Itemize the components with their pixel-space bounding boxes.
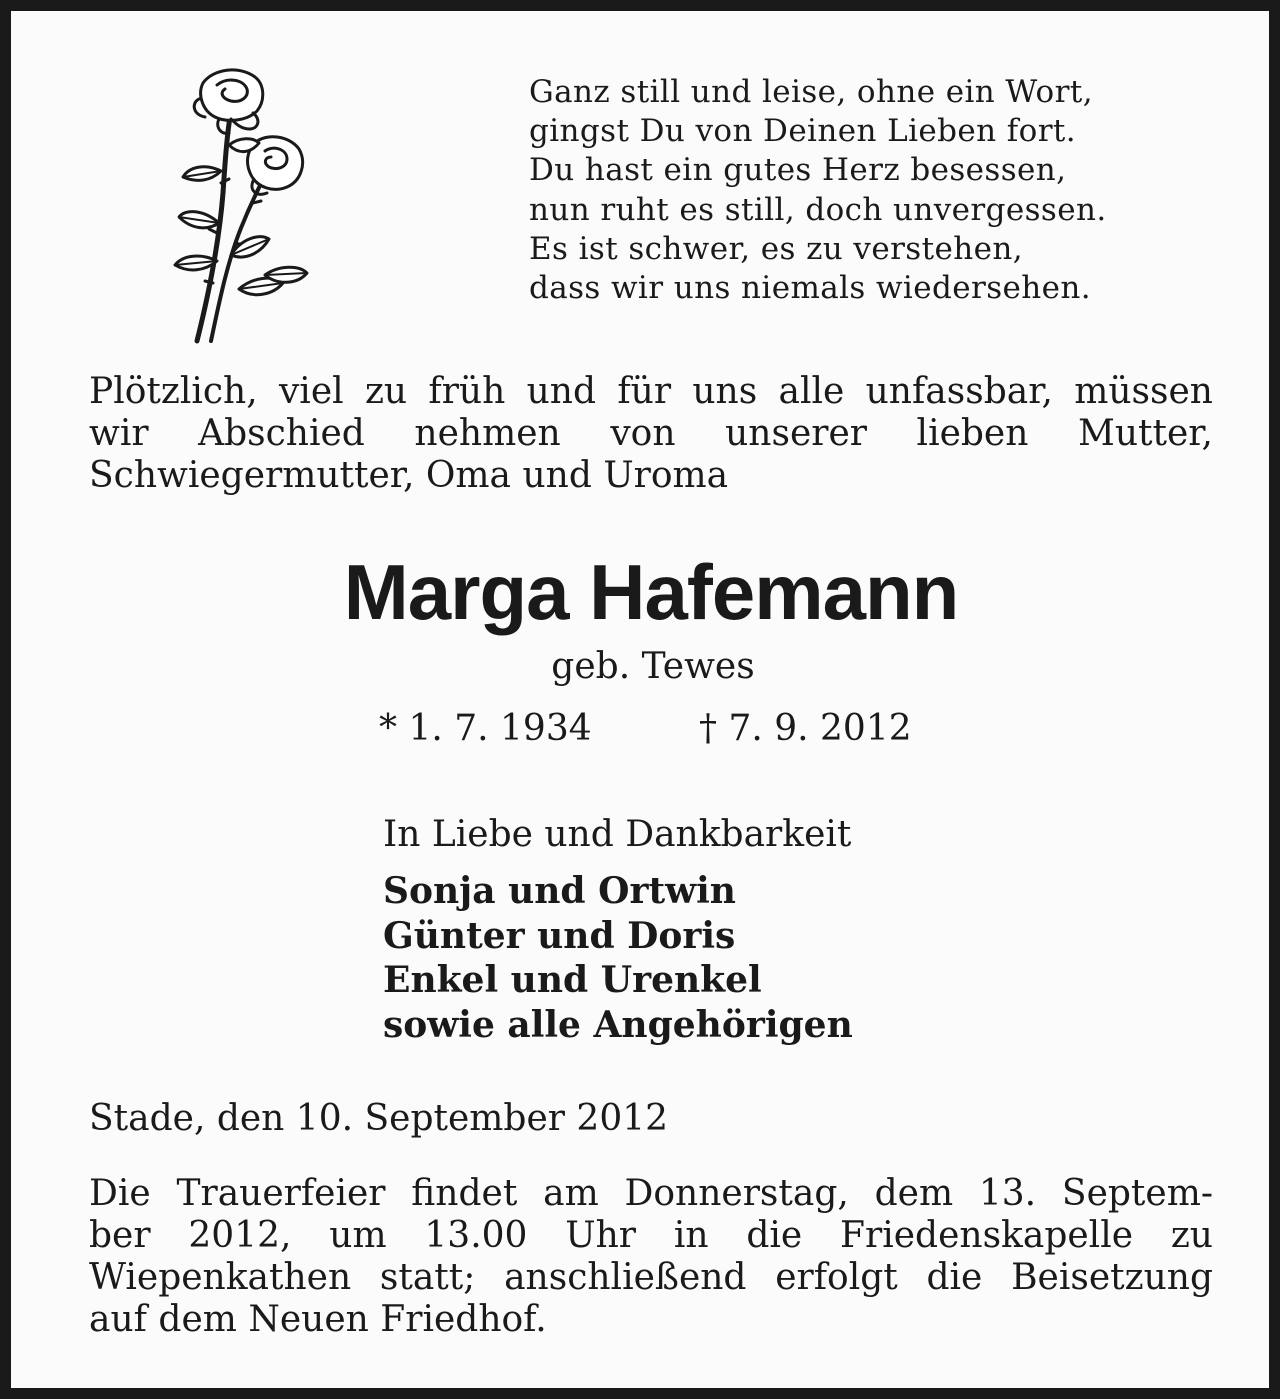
- intro-text: [89, 371, 1213, 497]
- maiden-name: geb. Tewes: [551, 646, 755, 687]
- poem-line: nun ruht es still, doch unvergessen.: [529, 191, 1107, 228]
- mourner: Enkel und Urenkel: [383, 959, 762, 1001]
- deceased-name: Marga Hafemann: [343, 548, 959, 636]
- intro-line: Schwiegermutter, Oma und Uroma: [89, 455, 729, 496]
- mourners-list: [383, 869, 853, 1047]
- poem-line: Du hast ein gutes Herz besessen,: [529, 152, 1067, 189]
- birth-date: * 1. 7. 1934: [379, 708, 592, 749]
- place-date: Stade, den 10. September 2012: [89, 1098, 669, 1139]
- poem: [529, 73, 1229, 308]
- intro-line: Plötzlich, viel zu früh und für uns alle unfassbar, müssen: [89, 371, 1213, 412]
- mourner: sowie alle Angehörigen: [383, 1003, 853, 1046]
- poem-line: Ganz still und leise, ohne ein Wort,: [529, 74, 1093, 110]
- service-line: ber 2012, um 13.00 Uhr in die Friedenskapelle zu: [89, 1215, 1213, 1256]
- mourner: Sonja und Ortwin: [383, 870, 736, 912]
- rose-icon: [169, 63, 319, 345]
- death-date: † 7. 9. 2012: [699, 708, 912, 749]
- service-line: auf dem Neuen Friedhof.: [89, 1299, 547, 1340]
- service-info: [89, 1173, 1213, 1341]
- service-line: Wiepenkathen statt; anschließend erfolgt die Beisetzung: [89, 1257, 1213, 1298]
- poem-line: Es ist schwer, es zu verstehen,: [529, 230, 1023, 267]
- mourner: Günter und Doris: [383, 914, 736, 957]
- gratitude-line: In Liebe und Dankbarkeit: [383, 814, 852, 855]
- service-line: Die Trauerfeier findet am Donnerstag, dem 13. Septem-: [89, 1173, 1213, 1214]
- poem-line: dass wir uns niemals wiedersehen.: [529, 270, 1091, 307]
- intro-line: wir Abschied nehmen von unserer lieben Mutter,: [89, 413, 1213, 454]
- poem-line: gingst Du von Deinen Lieben fort.: [529, 113, 1077, 150]
